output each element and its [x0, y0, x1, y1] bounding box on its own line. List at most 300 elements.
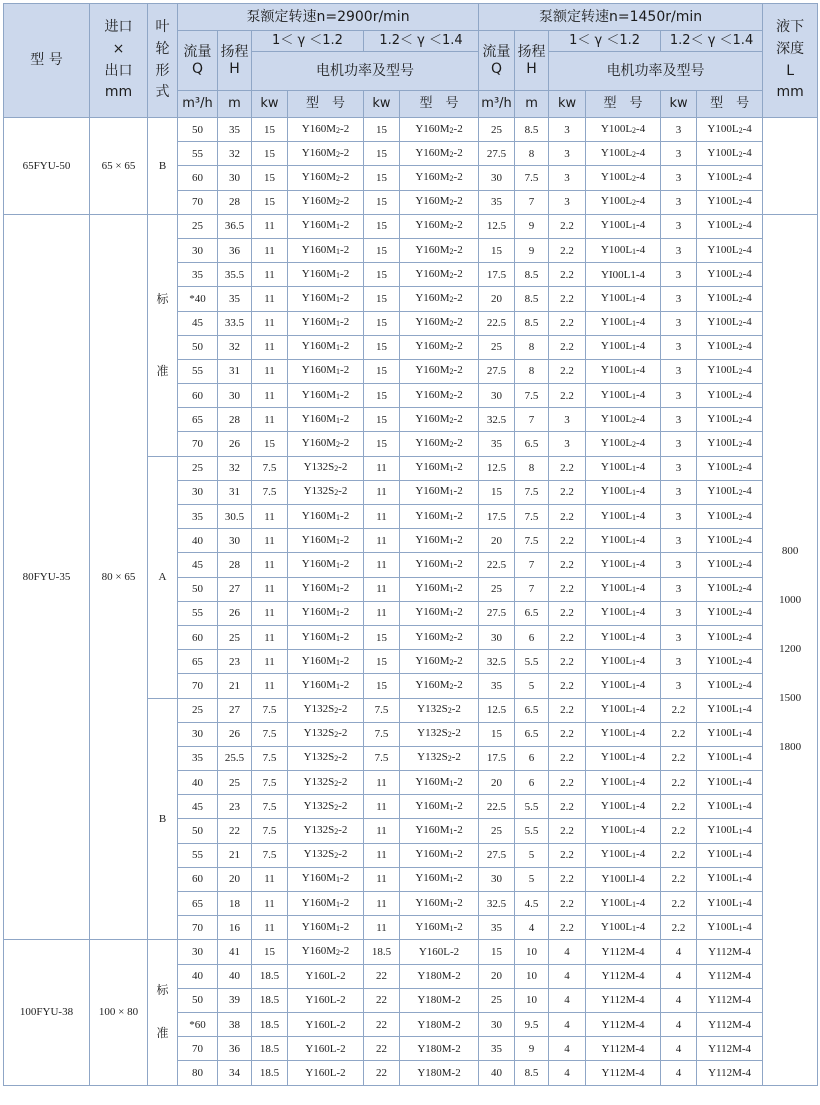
cell-motor-low-2900: Y160L-2: [288, 964, 364, 988]
cell-head-1450: 8.5: [515, 118, 549, 142]
cell-motor-low-2900: $Y160M_1-2$: [288, 553, 364, 577]
cell-kw-high-2900: 15: [364, 142, 400, 166]
cell-head-1450: 9: [515, 214, 549, 238]
cell-head-2900: 30: [218, 384, 252, 408]
cell-motor-low-1450: Y112M-4: [586, 1061, 661, 1085]
cell-head-2900: 22: [218, 819, 252, 843]
cell-kw-high-2900: 15: [364, 118, 400, 142]
cell-head-1450: 5: [515, 843, 549, 867]
cell-motor-low-2900: $Y160M_1-2$: [288, 311, 364, 335]
cell-flow-2900: 30: [178, 940, 218, 964]
cell-head-1450: 7.5: [515, 166, 549, 190]
cell-kw-low-2900: 11: [252, 287, 288, 311]
cell-flow-2900: 60: [178, 867, 218, 891]
cell-kw-high-2900: 15: [364, 359, 400, 383]
cell-head-1450: 8: [515, 142, 549, 166]
cell-motor-high-1450: $Y100L_1-4$: [697, 771, 763, 795]
impeller-cell: A: [148, 456, 178, 698]
cell-motor-low-1450: $Y100L_1-4$: [586, 359, 661, 383]
table-header: [4, 4, 818, 118]
cell-flow-1450: 22.5: [479, 795, 515, 819]
cell-motor-high-1450: $Y100L_1-4$: [697, 746, 763, 770]
cell-motor-low-2900: Y160L-2: [288, 1037, 364, 1061]
cell-flow-2900: 50: [178, 577, 218, 601]
cell-motor-low-1450: $Y100L_1-4$: [586, 650, 661, 674]
cell-motor-low-1450: $Y100L_1-4$: [586, 456, 661, 480]
unit-type: 型 号: [697, 91, 763, 118]
cell-kw-high-2900: 22: [364, 1012, 400, 1036]
cell-kw-high-2900: 11: [364, 867, 400, 891]
cell-motor-high-2900: $Y160M_2-2$: [400, 287, 479, 311]
cell-flow-1450: 20: [479, 964, 515, 988]
cell-motor-low-1450: Y112M-4: [586, 1037, 661, 1061]
cell-kw-high-1450: 3: [661, 142, 697, 166]
cell-head-1450: 6.5: [515, 432, 549, 456]
cell-kw-low-1450: 3: [549, 190, 586, 214]
cell-kw-low-2900: 7.5: [252, 819, 288, 843]
header-head-2900: 扬程 H: [218, 31, 252, 91]
cell-head-2900: 25: [218, 771, 252, 795]
cell-motor-low-1450: $Y100L_1-4$: [586, 553, 661, 577]
cell-head-2900: 27: [218, 577, 252, 601]
cell-flow-1450: 32.5: [479, 650, 515, 674]
cell-kw-high-2900: 15: [364, 214, 400, 238]
cell-kw-low-1450: 2.2: [549, 795, 586, 819]
depth-value: 1800: [779, 741, 802, 754]
cell-kw-high-2900: 15: [364, 625, 400, 649]
cell-motor-low-1450: $Y100L_1-4$: [586, 892, 661, 916]
cell-motor-low-2900: $Y160M_1-2$: [288, 916, 364, 940]
impeller-cell: B: [148, 698, 178, 940]
cell-motor-low-1450: Y112M-4: [586, 988, 661, 1012]
cell-motor-low-1450: $Y100L_1-4$: [586, 795, 661, 819]
cell-motor-high-1450: $Y100L_2-4$: [697, 601, 763, 625]
cell-motor-high-1450: $Y100L_2-4$: [697, 480, 763, 504]
cell-kw-low-1450: 2.2: [549, 674, 586, 698]
cell-motor-high-1450: $Y100L_2-4$: [697, 166, 763, 190]
cell-head-2900: 21: [218, 674, 252, 698]
cell-head-1450: 4.5: [515, 892, 549, 916]
cell-flow-2900: 40: [178, 771, 218, 795]
cell-motor-high-2900: $Y160M_2-2$: [400, 166, 479, 190]
cell-motor-high-2900: $Y160M_2-2$: [400, 142, 479, 166]
cell-motor-low-2900: $Y132S_2-2$: [288, 795, 364, 819]
cell-motor-low-1450: $Y100L_1-4$: [586, 480, 661, 504]
cell-head-2900: 40: [218, 964, 252, 988]
cell-kw-low-1450: 4: [549, 988, 586, 1012]
cell-kw-low-2900: 15: [252, 940, 288, 964]
cell-head-2900: 36.5: [218, 214, 252, 238]
cell-kw-high-1450: 4: [661, 1012, 697, 1036]
cell-motor-low-1450: $Y100L_1-4$: [586, 771, 661, 795]
unit-kw: kw: [364, 91, 400, 118]
cell-kw-high-2900: 15: [364, 650, 400, 674]
cell-kw-high-2900: 11: [364, 529, 400, 553]
cell-kw-low-1450: 4: [549, 1012, 586, 1036]
cell-motor-high-1450: Y112M-4: [697, 964, 763, 988]
cell-kw-low-1450: 2.2: [549, 843, 586, 867]
cell-head-2900: 34: [218, 1061, 252, 1085]
cell-head-2900: 20: [218, 867, 252, 891]
cell-flow-2900: 55: [178, 142, 218, 166]
size-cell: 100 × 80: [90, 940, 148, 1085]
unit-head: m: [515, 91, 549, 118]
header-motor-2900: 电机功率及型号: [252, 52, 479, 91]
cell-motor-low-2900: $Y160M_2-2$: [288, 190, 364, 214]
cell-kw-low-1450: 2.2: [549, 529, 586, 553]
cell-motor-low-2900: $Y160M_1-2$: [288, 287, 364, 311]
cell-motor-high-2900: $Y160M_2-2$: [400, 408, 479, 432]
cell-flow-1450: 27.5: [479, 359, 515, 383]
cell-flow-1450: 27.5: [479, 843, 515, 867]
cell-motor-high-2900: Y180M-2: [400, 1037, 479, 1061]
table-row: [4, 940, 818, 964]
cell-motor-high-1450: $Y100L_2-4$: [697, 577, 763, 601]
model-cell: 65FYU-50: [4, 118, 90, 215]
cell-kw-low-1450: 4: [549, 964, 586, 988]
cell-flow-2900: 30: [178, 480, 218, 504]
table-row: [4, 214, 818, 238]
cell-motor-low-2900: $Y160M_1-2$: [288, 263, 364, 287]
cell-head-1450: 9.5: [515, 1012, 549, 1036]
cell-motor-high-1450: $Y100L_1-4$: [697, 867, 763, 891]
cell-kw-high-2900: 15: [364, 263, 400, 287]
cell-motor-low-1450: $Y100L_1-4$: [586, 238, 661, 262]
cell-motor-low-1450: $Y100L_2-4$: [586, 408, 661, 432]
cell-kw-high-1450: 3: [661, 335, 697, 359]
cell-motor-low-1450: Y112M-4: [586, 964, 661, 988]
cell-head-1450: 6: [515, 625, 549, 649]
cell-kw-high-1450: 2.2: [661, 819, 697, 843]
cell-motor-low-1450: $Y100L_1-4$: [586, 287, 661, 311]
cell-motor-high-1450: $Y100L_1-4$: [697, 698, 763, 722]
cell-head-1450: 7: [515, 190, 549, 214]
cell-motor-high-2900: $Y160M_1-2$: [400, 795, 479, 819]
cell-kw-low-1450: 3: [549, 118, 586, 142]
cell-kw-high-1450: 4: [661, 964, 697, 988]
cell-flow-1450: 30: [479, 625, 515, 649]
cell-motor-low-1450: $Y100L_2-4$: [586, 190, 661, 214]
cell-kw-low-1450: 2.2: [549, 650, 586, 674]
cell-motor-high-1450: $Y100L_1-4$: [697, 819, 763, 843]
cell-kw-high-2900: 11: [364, 819, 400, 843]
cell-flow-2900: 50: [178, 819, 218, 843]
cell-head-2900: 32: [218, 142, 252, 166]
cell-flow-1450: 12.5: [479, 214, 515, 238]
unit-flow: m³/h: [178, 91, 218, 118]
cell-motor-high-2900: $Y160M_1-2$: [400, 505, 479, 529]
cell-motor-low-2900: Y160L-2: [288, 988, 364, 1012]
cell-head-1450: 9: [515, 238, 549, 262]
cell-flow-1450: 30: [479, 166, 515, 190]
cell-motor-low-2900: $Y160M_1-2$: [288, 625, 364, 649]
cell-kw-high-1450: 3: [661, 166, 697, 190]
cell-motor-low-2900: $Y132S_2-2$: [288, 746, 364, 770]
cell-kw-low-1450: 2.2: [549, 916, 586, 940]
cell-motor-low-1450: $Y100L_1-4$: [586, 698, 661, 722]
cell-flow-1450: 27.5: [479, 601, 515, 625]
cell-kw-high-1450: 3: [661, 625, 697, 649]
cell-head-2900: 16: [218, 916, 252, 940]
unit-kw: kw: [252, 91, 288, 118]
cell-kw-high-1450: 3: [661, 577, 697, 601]
cell-motor-high-2900: $Y160M_1-2$: [400, 771, 479, 795]
depth-cell-empty: [763, 118, 818, 215]
cell-motor-high-2900: $Y160M_2-2$: [400, 432, 479, 456]
cell-head-1450: 10: [515, 964, 549, 988]
cell-head-1450: 9: [515, 1037, 549, 1061]
cell-motor-high-2900: $Y160M_2-2$: [400, 384, 479, 408]
cell-motor-high-2900: Y180M-2: [400, 988, 479, 1012]
cell-flow-2900: 45: [178, 311, 218, 335]
cell-flow-2900: 80: [178, 1061, 218, 1085]
cell-head-1450: 6.5: [515, 601, 549, 625]
cell-kw-low-2900: 15: [252, 432, 288, 456]
cell-kw-low-1450: 2.2: [549, 263, 586, 287]
cell-flow-1450: 25: [479, 988, 515, 1012]
cell-kw-low-2900: 11: [252, 408, 288, 432]
cell-kw-high-1450: 3: [661, 529, 697, 553]
cell-head-2900: 30: [218, 166, 252, 190]
cell-flow-1450: 17.5: [479, 746, 515, 770]
cell-head-1450: 5.5: [515, 795, 549, 819]
cell-head-2900: 36: [218, 238, 252, 262]
cell-kw-low-1450: 4: [549, 1037, 586, 1061]
cell-flow-1450: 20: [479, 771, 515, 795]
cell-flow-2900: 60: [178, 625, 218, 649]
cell-kw-low-1450: 2.2: [549, 505, 586, 529]
cell-kw-low-1450: 4: [549, 1061, 586, 1085]
cell-motor-low-1450: $Y100L_2-4$: [586, 166, 661, 190]
cell-motor-high-1450: $Y100L_2-4$: [697, 238, 763, 262]
depth-value: 1000: [779, 594, 802, 607]
header-motor-1450: 电机功率及型号: [549, 52, 763, 91]
cell-kw-low-2900: 11: [252, 335, 288, 359]
cell-head-1450: 4: [515, 916, 549, 940]
cell-kw-low-2900: 7.5: [252, 795, 288, 819]
cell-flow-2900: *60: [178, 1012, 218, 1036]
cell-flow-1450: 35: [479, 432, 515, 456]
cell-flow-1450: 20: [479, 529, 515, 553]
cell-kw-high-2900: 22: [364, 1037, 400, 1061]
cell-motor-low-2900: Y160L-2: [288, 1061, 364, 1085]
cell-kw-low-2900: 18.5: [252, 1061, 288, 1085]
unit-flow: m³/h: [479, 91, 515, 118]
cell-kw-low-2900: 11: [252, 311, 288, 335]
cell-kw-high-2900: 11: [364, 505, 400, 529]
cell-kw-low-1450: 4: [549, 940, 586, 964]
cell-kw-low-2900: 7.5: [252, 456, 288, 480]
cell-head-2900: 18: [218, 892, 252, 916]
cell-motor-low-1450: Y112M-4: [586, 940, 661, 964]
cell-kw-low-1450: 2.2: [549, 577, 586, 601]
cell-motor-low-2900: $Y132S_2-2$: [288, 722, 364, 746]
cell-motor-low-1450: $Y100L_2-4$: [586, 118, 661, 142]
cell-motor-high-1450: $Y100L_1-4$: [697, 722, 763, 746]
cell-kw-high-1450: 4: [661, 940, 697, 964]
cell-motor-low-2900: $Y160M_2-2$: [288, 166, 364, 190]
cell-motor-low-2900: $Y160M_2-2$: [288, 118, 364, 142]
cell-kw-high-1450: 3: [661, 553, 697, 577]
cell-motor-high-2900: Y180M-2: [400, 964, 479, 988]
cell-kw-low-1450: 2.2: [549, 819, 586, 843]
cell-flow-1450: 30: [479, 867, 515, 891]
cell-head-1450: 8.5: [515, 287, 549, 311]
cell-flow-2900: 65: [178, 892, 218, 916]
table-row: [4, 118, 818, 142]
cell-kw-high-2900: 11: [364, 601, 400, 625]
cell-flow-1450: 22.5: [479, 311, 515, 335]
cell-flow-2900: 25: [178, 214, 218, 238]
cell-motor-high-1450: $Y100L_2-4$: [697, 190, 763, 214]
cell-motor-high-2900: $Y160M_2-2$: [400, 238, 479, 262]
cell-flow-1450: 25: [479, 335, 515, 359]
unit-type: 型 号: [288, 91, 364, 118]
cell-head-2900: 21: [218, 843, 252, 867]
cell-kw-high-1450: 3: [661, 505, 697, 529]
cell-motor-high-1450: Y112M-4: [697, 1061, 763, 1085]
cell-flow-2900: 60: [178, 166, 218, 190]
cell-kw-high-1450: 3: [661, 650, 697, 674]
cell-kw-high-1450: 3: [661, 238, 697, 262]
cell-flow-2900: 40: [178, 964, 218, 988]
cell-head-1450: 10: [515, 988, 549, 1012]
cell-head-2900: 35.5: [218, 263, 252, 287]
cell-motor-high-1450: $Y100L_2-4$: [697, 142, 763, 166]
cell-kw-high-2900: 22: [364, 964, 400, 988]
cell-motor-high-1450: $Y100L_1-4$: [697, 843, 763, 867]
cell-flow-1450: 15: [479, 480, 515, 504]
cell-head-2900: 28: [218, 553, 252, 577]
cell-head-2900: 27: [218, 698, 252, 722]
cell-head-1450: 8.5: [515, 1061, 549, 1085]
cell-kw-low-1450: 3: [549, 166, 586, 190]
cell-flow-1450: 17.5: [479, 505, 515, 529]
cell-head-2900: 31: [218, 480, 252, 504]
cell-head-2900: 38: [218, 1012, 252, 1036]
cell-flow-1450: 30: [479, 1012, 515, 1036]
header-speed-2900: 泵额定转速n=2900r/min: [178, 4, 479, 31]
cell-motor-high-1450: Y112M-4: [697, 940, 763, 964]
cell-motor-low-1450: Y100Ll-4: [586, 867, 661, 891]
cell-flow-2900: 70: [178, 674, 218, 698]
model-cell: 80FYU-35: [4, 214, 90, 940]
cell-head-1450: 5: [515, 867, 549, 891]
cell-kw-low-2900: 11: [252, 505, 288, 529]
cell-flow-1450: 35: [479, 674, 515, 698]
cell-kw-low-2900: 7.5: [252, 480, 288, 504]
cell-flow-2900: 50: [178, 335, 218, 359]
cell-motor-low-1450: YI00L1-4: [586, 263, 661, 287]
cell-kw-low-1450: 2.2: [549, 384, 586, 408]
cell-motor-high-2900: $Y160M_1-2$: [400, 916, 479, 940]
cell-kw-high-1450: 2.2: [661, 771, 697, 795]
cell-motor-low-2900: Y160L-2: [288, 1012, 364, 1036]
cell-motor-low-2900: $Y160M_1-2$: [288, 674, 364, 698]
cell-kw-low-1450: 2.2: [549, 335, 586, 359]
cell-motor-low-2900: $Y160M_1-2$: [288, 214, 364, 238]
cell-kw-low-2900: 15: [252, 118, 288, 142]
cell-motor-high-2900: $Y160M_2-2$: [400, 263, 479, 287]
unit-kw: kw: [661, 91, 697, 118]
cell-motor-low-2900: $Y160M_1-2$: [288, 238, 364, 262]
cell-head-1450: 8: [515, 456, 549, 480]
cell-motor-high-2900: $Y160M_2-2$: [400, 335, 479, 359]
cell-motor-high-2900: Y180M-2: [400, 1061, 479, 1085]
cell-flow-2900: 35: [178, 746, 218, 770]
cell-head-2900: 26: [218, 432, 252, 456]
cell-kw-high-1450: 3: [661, 263, 697, 287]
cell-flow-1450: 35: [479, 190, 515, 214]
cell-kw-high-2900: 15: [364, 190, 400, 214]
cell-kw-high-2900: 11: [364, 577, 400, 601]
impeller-cell: 标 准: [148, 940, 178, 1085]
cell-motor-high-1450: $Y100L_2-4$: [697, 287, 763, 311]
cell-kw-low-1450: 2.2: [549, 722, 586, 746]
cell-motor-high-2900: $Y160M_1-2$: [400, 480, 479, 504]
cell-flow-1450: 22.5: [479, 553, 515, 577]
cell-flow-1450: 15: [479, 722, 515, 746]
cell-motor-high-1450: $Y100L_2-4$: [697, 625, 763, 649]
cell-flow-2900: 65: [178, 650, 218, 674]
table-body: [4, 118, 818, 1086]
cell-motor-low-1450: $Y100L_1-4$: [586, 601, 661, 625]
cell-motor-low-2900: $Y160M_2-2$: [288, 432, 364, 456]
cell-motor-low-1450: $Y100L_1-4$: [586, 843, 661, 867]
header-gamma-low-1450: 1＜ γ ＜1.2: [549, 31, 661, 52]
cell-kw-low-1450: 2.2: [549, 359, 586, 383]
cell-head-2900: 23: [218, 650, 252, 674]
cell-motor-low-1450: $Y100L_1-4$: [586, 335, 661, 359]
unit-type: 型 号: [400, 91, 479, 118]
cell-motor-high-1450: $Y100L_2-4$: [697, 384, 763, 408]
header-gamma-high-1450: 1.2＜ γ ＜1.4: [661, 31, 763, 52]
cell-head-1450: 5.5: [515, 819, 549, 843]
cell-kw-high-2900: 11: [364, 795, 400, 819]
cell-kw-high-2900: 15: [364, 674, 400, 698]
depth-value: 1200: [779, 643, 802, 656]
cell-head-2900: 25: [218, 625, 252, 649]
cell-flow-2900: 40: [178, 529, 218, 553]
cell-head-2900: 26: [218, 722, 252, 746]
cell-kw-high-2900: 22: [364, 1061, 400, 1085]
cell-motor-low-2900: $Y132S_2-2$: [288, 456, 364, 480]
cell-flow-2900: 30: [178, 722, 218, 746]
cell-head-2900: 32: [218, 456, 252, 480]
cell-motor-high-2900: $Y160M_1-2$: [400, 867, 479, 891]
cell-kw-high-2900: 11: [364, 456, 400, 480]
cell-kw-high-1450: 3: [661, 408, 697, 432]
cell-kw-low-1450: 2.2: [549, 553, 586, 577]
cell-flow-1450: 25: [479, 819, 515, 843]
cell-motor-high-1450: $Y100L_2-4$: [697, 674, 763, 698]
cell-motor-low-2900: $Y160M_2-2$: [288, 940, 364, 964]
header-depth: 液下 深度 L mm: [763, 4, 818, 118]
cell-motor-low-2900: $Y132S_2-2$: [288, 480, 364, 504]
cell-motor-high-2900: $Y160M_1-2$: [400, 819, 479, 843]
cell-motor-high-1450: $Y100L_1-4$: [697, 916, 763, 940]
cell-kw-low-2900: 18.5: [252, 1012, 288, 1036]
unit-kw: kw: [549, 91, 586, 118]
cell-flow-2900: 45: [178, 553, 218, 577]
cell-motor-low-2900: $Y132S_2-2$: [288, 819, 364, 843]
cell-head-2900: 35: [218, 118, 252, 142]
header-flow-2900: 流量 Q: [178, 31, 218, 91]
cell-motor-high-1450: $Y100L_2-4$: [697, 335, 763, 359]
cell-kw-low-2900: 11: [252, 625, 288, 649]
cell-flow-1450: 27.5: [479, 142, 515, 166]
cell-flow-2900: 65: [178, 408, 218, 432]
